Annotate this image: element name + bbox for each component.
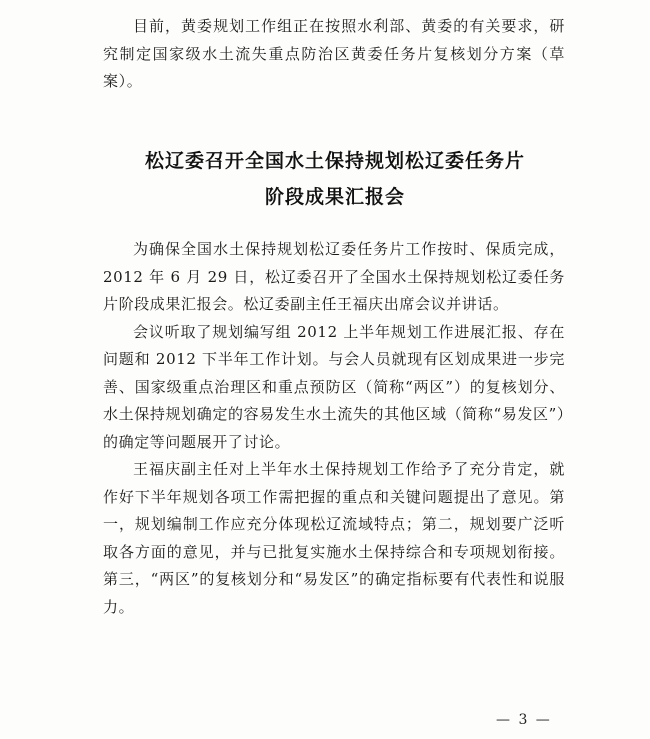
- article-title: [100, 143, 570, 215]
- intro-paragraph: 目前，黄委规划工作组正在按照水利部、黄委的有关要求，研究制定国家级水土流失重点防治区黄委任务片复核划分方案（草案）。: [103, 17, 565, 90]
- article-title-line-1: 松辽委召开全国水土保持规划松辽委任务片: [144, 150, 525, 172]
- body-paragraph: 会议听取了规划编写组 2012 上半年规划工作进展汇报、存在问题和 2012 下半年工作计划。与会人员就现有区划成果进一步完善、国家级重点治理区和重点预防区（简称“两区”）的复核划分、水土保持规划确定的容易发生水土流失的其他区域（简称“易发区”）的确定等问题展开了讨论。: [103, 322, 565, 451]
- page-number: — 3 —: [496, 712, 552, 728]
- article-body: [103, 236, 565, 621]
- article-title-line-2: 阶段成果汇报会: [264, 186, 405, 208]
- body-paragraph: 王福庆副主任对上半年水土保持规划工作给予了充分肯定，就作好下半年规划各项工作需把握的重点和关键问题提出了意见。第一，规划编制工作应充分体现松辽流域特点；第二，规划要广泛听取各方面的意见，并与已批复实施水土保持综合和专项规划衔接。第三，“两区”的复核划分和“易发区”的确定指标要有代表性和说服力。: [103, 460, 565, 616]
- body-paragraph: 为确保全国水土保持规划松辽委任务片工作按时、保质完成，2012 年 6 月 29 日，松辽委召开了全国水土保持规划松辽委任务片阶段成果汇报会。松辽委副主任王福庆出席会议并讲话。: [103, 240, 565, 313]
